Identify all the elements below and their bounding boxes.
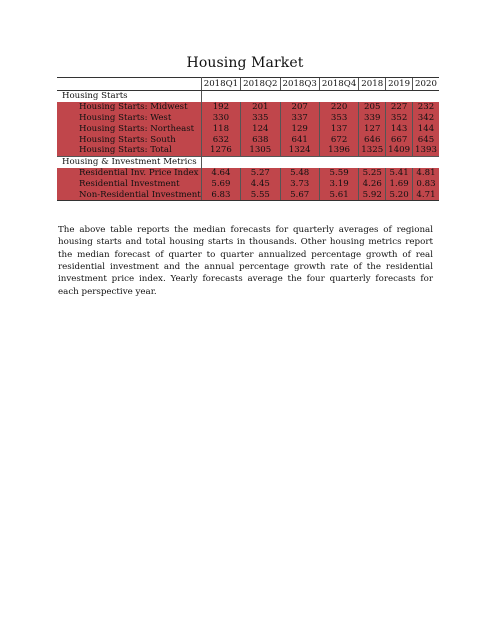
row-label: Housing Starts: West [57, 113, 201, 124]
table-cell: 3.73 [280, 178, 319, 189]
table-cell: 5.27 [241, 168, 280, 179]
column-header: 2019 [386, 78, 413, 91]
table-cell: 118 [201, 123, 240, 134]
table-cell: 4.26 [359, 178, 386, 189]
table-cell: 1324 [280, 145, 319, 156]
table-row [57, 123, 439, 134]
table-row [57, 168, 439, 179]
table-cell: 352 [386, 113, 413, 124]
column-header: 2018Q3 [280, 78, 319, 91]
table-cell: 339 [359, 113, 386, 124]
table-cell: 143 [386, 123, 413, 134]
table-cell: 4.45 [241, 178, 280, 189]
table-cell: 1.69 [386, 178, 413, 189]
table-cell: 5.20 [386, 189, 413, 200]
table-cell: 192 [201, 102, 240, 113]
column-header: 2020 [413, 78, 439, 91]
table-cell: 5.25 [359, 168, 386, 179]
column-header: 2018Q4 [319, 78, 358, 91]
table-cell: 5.61 [319, 189, 358, 200]
table-cell: 5.55 [241, 189, 280, 200]
row-label: Residential Investment [57, 178, 201, 189]
section-label: Housing & Investment Metrics [57, 156, 201, 167]
table-cell: 337 [280, 113, 319, 124]
table-cell: 330 [201, 113, 240, 124]
table-row [57, 145, 439, 156]
table-row [57, 102, 439, 113]
table-cell: 220 [319, 102, 358, 113]
table-cell: 672 [319, 134, 358, 145]
table-cell: 4.64 [201, 168, 240, 179]
table-cell: 1409 [386, 145, 413, 156]
table-cell: 207 [280, 102, 319, 113]
table-cell: 335 [241, 113, 280, 124]
table-cell: 6.83 [201, 189, 240, 200]
table-row [57, 134, 439, 145]
column-header: 2018Q1 [201, 78, 240, 91]
table-cell: 4.71 [413, 189, 439, 200]
table-cell: 129 [280, 123, 319, 134]
description-paragraph: The above table reports the median forecasts for quarterly averages of regional housing starts and total housing starts in thousands. Other housing metrics report the median forecast of quarter to quarter annualized percentage growth of real residential investment and the annual percentage growth rate of the residential investment price index. Yearly forecasts average the four quarterly forecasts for each perspective year. [58, 224, 433, 297]
section-header-row [57, 156, 439, 167]
table-cell: 124 [241, 123, 280, 134]
section-header-row [57, 91, 439, 102]
table-cell: 1396 [319, 145, 358, 156]
table-row [57, 189, 439, 200]
table-cell: 127 [359, 123, 386, 134]
table-cell: 5.69 [201, 178, 240, 189]
table-header-row [57, 78, 439, 91]
table-cell: 0.83 [413, 178, 439, 189]
table-cell: 227 [386, 102, 413, 113]
table-row [57, 178, 439, 189]
table-cell: 342 [413, 113, 439, 124]
table-cell: 1393 [413, 145, 439, 156]
row-label: Housing Starts: Northeast [57, 123, 201, 134]
table-cell: 632 [201, 134, 240, 145]
column-header: 2018 [359, 78, 386, 91]
table-cell: 1325 [359, 145, 386, 156]
table-cell: 667 [386, 134, 413, 145]
table-cell: 4.81 [413, 168, 439, 179]
row-label: Non-Residential Investment [57, 189, 201, 200]
table-row [57, 113, 439, 124]
table-cell: 232 [413, 102, 439, 113]
table-cell: 638 [241, 134, 280, 145]
table-cell: 5.48 [280, 168, 319, 179]
table-cell: 353 [319, 113, 358, 124]
column-header: 2018Q2 [241, 78, 280, 91]
table-cell: 5.67 [280, 189, 319, 200]
table-cell: 3.19 [319, 178, 358, 189]
table-cell: 205 [359, 102, 386, 113]
header-blank-cell [57, 78, 201, 91]
row-label: Housing Starts: Total [57, 145, 201, 156]
table-cell: 201 [241, 102, 280, 113]
table-cell: 5.92 [359, 189, 386, 200]
table-cell: 5.59 [319, 168, 358, 179]
table-cell: 137 [319, 123, 358, 134]
table-cell: 1276 [201, 145, 240, 156]
row-label: Housing Starts: Midwest [57, 102, 201, 113]
housing-table [57, 77, 439, 201]
table-cell: 144 [413, 123, 439, 134]
table-cell: 646 [359, 134, 386, 145]
row-label: Residential Inv. Price Index [57, 168, 201, 179]
table-cell: 645 [413, 134, 439, 145]
table-cell: 1305 [241, 145, 280, 156]
table-cell: 5.41 [386, 168, 413, 179]
table-cell: 641 [280, 134, 319, 145]
section-label: Housing Starts [57, 91, 201, 102]
page-title: Housing Market [186, 55, 304, 71]
row-label: Housing Starts: South [57, 134, 201, 145]
